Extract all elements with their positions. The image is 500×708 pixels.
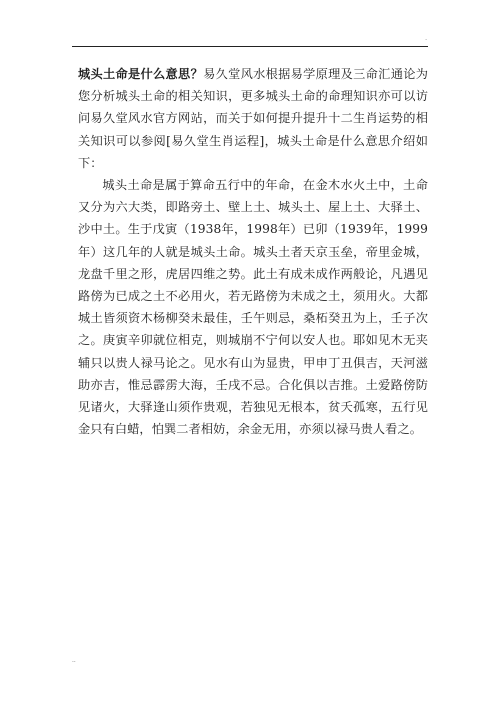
document-content — [78, 63, 428, 440]
question-title: 城头土命是什么意思？ — [78, 67, 204, 81]
body-paragraph: 城头土命是属于算命五行中的年命，在金木水火土中，土命又分为六大类，即路旁土、壁上土、城头土、屋上土、大驿土、沙中土。生于戊寅（1938年，1998年）已卯（1939年，1999年）这几年的人就是城头土命。城头土者天京玉垒，帝里金城，龙盘千里之形，虎居四维之势。此土有成未成作两般论，凡遇见路傍为已成之土不必用火，若无路傍为未成之土，须用火。大都城土皆须资木杨柳癸未最佳，壬午则忌，桑柘癸丑为上，壬子次之。庚寅辛卯就位相克，则城崩不宁何以安人也。耶如见木无夹辅只以贵人禄马论之。见水有山为显贵，甲申丁丑俱吉，天河滋助亦吉，惟忌霹雳大海，壬戌不忌。合化俱以吉推。土爱路傍防见诸火，大驿逢山须作贵观，若独见无根本，贫夭孤寒，五行见金只有白蜡，怕巽二者相妨，余金无用，亦须以禄马贵人看之。 — [78, 178, 428, 437]
intro-text: 易久堂风水根据易学原理及三命汇通论为您分析城头土命的相关知识，更多城头土命的命理知识亦可以访问易久堂风水官方网站，而关于如何提升提升十二生肖运势的相关知识可以参阅[易久堂生肖运程]，城头土命是什么意思介绍如下： — [78, 67, 428, 170]
header-rule — [72, 46, 428, 47]
footer-corner-mark: ·· — [72, 659, 76, 666]
header-corner-mark: · — [425, 37, 427, 44]
intro-paragraph — [78, 63, 428, 174]
